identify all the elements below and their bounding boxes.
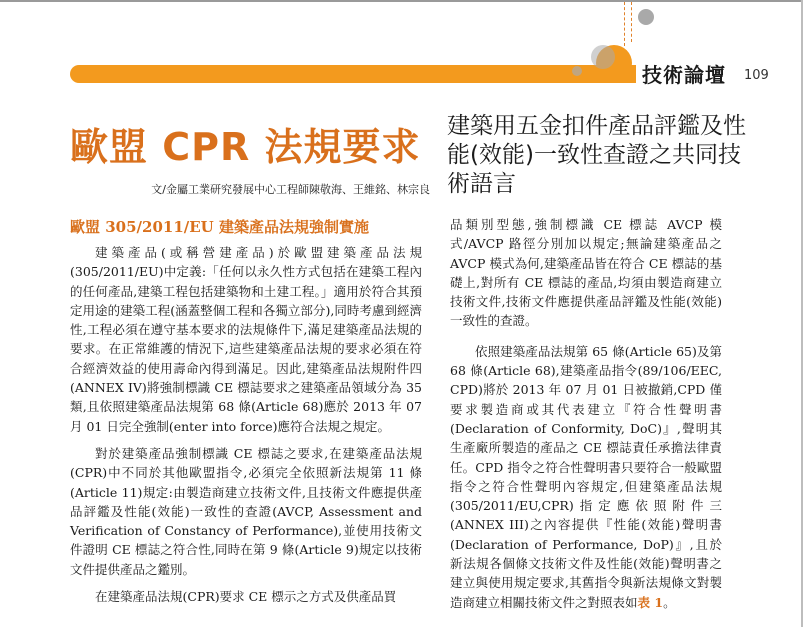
paragraph: 品類別型態,強制標識 CE 標誌 AVCP 模式/AVCP 路徑分別加以規定;無論建築產品之 AVCP 模式為何,建築產品皆在符合 CE 標誌的基礎上,對所有 CE 標誌的產品,均須由製造商建立技術文件,技術文件應提供產品評鑑及性能(效能)一致性的查證。	[450, 217, 722, 329]
table-reference-link[interactable]: 表 1	[637, 594, 664, 610]
article-subtitle: 建築用五金扣件產品評鑑及性能(效能)一致性查證之共同技術語言	[447, 113, 746, 197]
article-title: 歐盟 CPR 法規要求	[70, 125, 421, 169]
byline: 文/金屬工業研究發展中心工程師陳敬海、王維銘、林宗良	[151, 183, 430, 196]
paragraph: 在建築產品法規(CPR)要求 CE 標示之方式及供產品買	[95, 589, 397, 605]
page-number: 109	[744, 68, 769, 83]
section-label: 技術論壇	[636, 60, 732, 90]
right-column	[450, 215, 722, 612]
paragraph-text: 依照建築產品法規第 65 條(Article 65)及第 68 條(Article 68),建築產品指令(89/106/EEC, CPD)將於 2013 年 07 月 01 日被撤銷,CPD 僅要求製造商或其代表建立『符合性聲明書(Declaration of Conformity, DoC)』,聲明其生產廠所製造的產品之 CE 標誌責任承擔法律責任。CPD 指令之符合性聲明書只要符合一般歐盟指令之符合性聲明內容規定,但建築產品法規(305/2011/EU,CPR)指定應依照附件三(ANNEX III)之內容提供『性能(效能)聲明書(Declaration of Performance, DoP)』,且於新法規各個條文技術文件及性能(效能)聲明書之建立與使用規定要求,其舊指令與新法規條文對製造商建立相關技術文件之對照表如	[450, 343, 722, 610]
paragraph-tail: 。	[663, 594, 676, 610]
decor-dot-small	[572, 66, 582, 76]
decor-dot-medium	[638, 9, 654, 25]
left-column	[70, 243, 422, 606]
paragraph: 建築產品(或稱營建產品)於歐盟建築產品法規(305/2011/EU)中定義:「任何以永久性方式包括在建築工程內的任何產品,建築工程包括建築物和土建工程。」適用於符合其預定用途的建築工程(涵蓋整個工程和各獨立部分),同時考慮到經濟性,工程必須在遵守基本要求的法規條件下,滿足建築產品法規的要求。在正常維護的情況下,這些建築產品法規的要求必須在符合經濟效益的使用壽命內得到滿足。因此,建築產品法規附件四(ANNEX IV)將強制標識 CE 標誌要求之建築產品領域分為 35 類,且依照建築產品法規第 68 條(Article 68)應於 2013 年 07 月 01 日完全強制(enter into force)應符合法規之規定。	[70, 245, 422, 434]
paragraph: 對於建築產品強制標識 CE 標誌之要求,在建築產品法規(CPR)中不同於其他歐盟指令,必須完全依照新法規第 11 條(Article 11)規定:由製造商建立技術文件,且技術文件應提供產品評鑑及性能(效能)一致性的查證(AVCP, Assessment and Verification of Constancy of Performance),並使用技術文件證明 CE 標誌之符合性,同時在第 9 條(Article 9)規定以技術文件提供產品之鑑別。	[70, 445, 422, 577]
decor-dot-large	[591, 45, 615, 69]
paragraph	[450, 342, 722, 612]
section-heading: 歐盟 305/2011/EU 建築產品法規強制實施	[70, 218, 369, 236]
decor-dash-line	[624, 2, 625, 46]
window-top-edge	[0, 0, 803, 2]
decor-dash-line	[631, 2, 632, 42]
